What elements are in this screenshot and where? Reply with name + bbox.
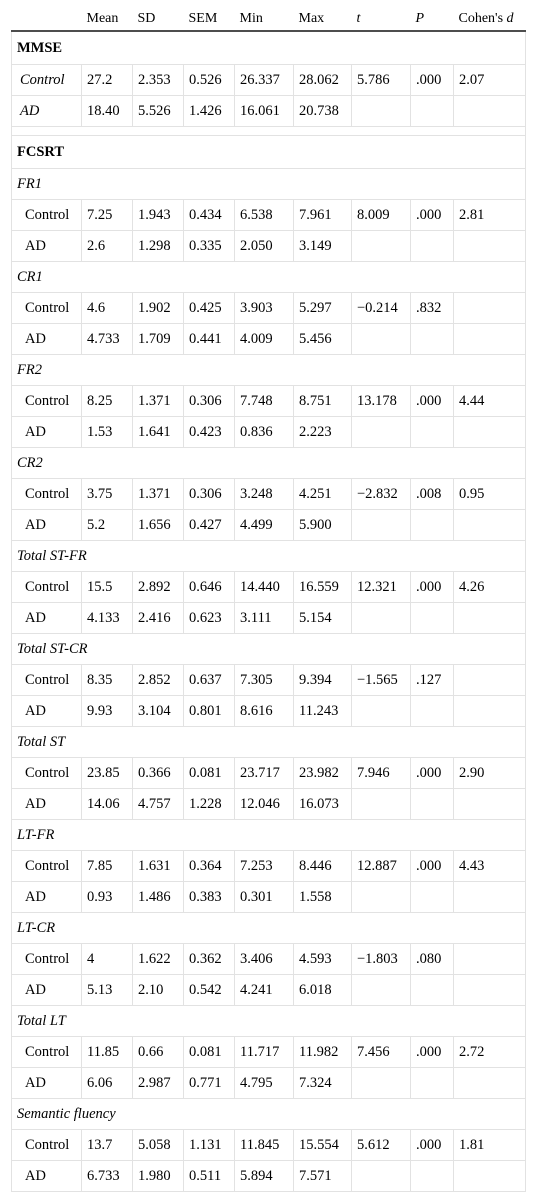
cell-t — [352, 510, 411, 541]
cell-t: 13.178 — [352, 386, 411, 417]
row-label: Control — [12, 665, 82, 696]
cell-sd: 2.10 — [133, 975, 184, 1006]
row-label: AD — [12, 231, 82, 262]
cell-cohens-d — [454, 603, 526, 634]
cell-max: 23.982 — [294, 758, 352, 789]
table-row — [12, 293, 526, 324]
cell-mean: 15.5 — [82, 572, 133, 603]
cell-p — [411, 882, 454, 913]
cell-p — [411, 1161, 454, 1192]
cell-t — [352, 882, 411, 913]
cell-cohens-d — [454, 96, 526, 127]
cell-min: 3.903 — [235, 293, 294, 324]
table-row — [12, 603, 526, 634]
cell-p: .000 — [411, 200, 454, 231]
group-title-label: LT-FR — [12, 820, 526, 851]
cell-p: .127 — [411, 665, 454, 696]
cell-max: 3.149 — [294, 231, 352, 262]
cell-sd: 2.852 — [133, 665, 184, 696]
cell-cohens-d: 4.26 — [454, 572, 526, 603]
row-label: AD — [12, 882, 82, 913]
col-header-max: Max — [294, 8, 352, 31]
cell-mean: 4.133 — [82, 603, 133, 634]
cell-max: 5.900 — [294, 510, 352, 541]
cell-mean: 13.7 — [82, 1130, 133, 1161]
group-title-label: Semantic fluency — [12, 1099, 526, 1130]
cell-p: .000 — [411, 65, 454, 96]
cell-t: 7.946 — [352, 758, 411, 789]
cell-t: −2.832 — [352, 479, 411, 510]
table-row — [12, 65, 526, 96]
group-title-label: Total ST — [12, 727, 526, 758]
cell-cohens-d — [454, 1161, 526, 1192]
cell-mean: 9.93 — [82, 696, 133, 727]
cell-max: 11.243 — [294, 696, 352, 727]
section-title — [12, 136, 526, 169]
cell-mean: 7.25 — [82, 200, 133, 231]
cell-sd: 2.987 — [133, 1068, 184, 1099]
cell-t — [352, 696, 411, 727]
cell-min: 5.894 — [235, 1161, 294, 1192]
cell-min: 8.616 — [235, 696, 294, 727]
cell-max: 20.738 — [294, 96, 352, 127]
row-label: Control — [12, 479, 82, 510]
col-header-min: Min — [235, 8, 294, 31]
cell-sem: 0.306 — [184, 386, 235, 417]
group-title — [12, 820, 526, 851]
cell-sem: 0.623 — [184, 603, 235, 634]
cell-max: 15.554 — [294, 1130, 352, 1161]
group-title — [12, 169, 526, 200]
cohens-d-italic: d — [506, 11, 514, 26]
cell-cohens-d — [454, 417, 526, 448]
group-title-label: CR1 — [12, 262, 526, 293]
col-header-mean: Mean — [82, 8, 133, 31]
cell-max: 16.073 — [294, 789, 352, 820]
cell-p — [411, 510, 454, 541]
cell-sem: 0.511 — [184, 1161, 235, 1192]
group-title — [12, 355, 526, 386]
section-spacer — [12, 127, 526, 136]
cell-sd: 2.416 — [133, 603, 184, 634]
cell-min: 2.050 — [235, 231, 294, 262]
cell-max: 7.324 — [294, 1068, 352, 1099]
table-row — [12, 417, 526, 448]
group-title — [12, 634, 526, 665]
cell-sem: 0.542 — [184, 975, 235, 1006]
cell-min: 4.009 — [235, 324, 294, 355]
row-label: Control — [12, 1130, 82, 1161]
row-label: AD — [12, 96, 82, 127]
cell-p — [411, 696, 454, 727]
row-label: AD — [12, 417, 82, 448]
cell-cohens-d — [454, 882, 526, 913]
cell-min: 6.538 — [235, 200, 294, 231]
cell-min: 0.301 — [235, 882, 294, 913]
cell-sd: 2.353 — [133, 65, 184, 96]
cell-mean: 11.85 — [82, 1037, 133, 1068]
col-header-sem: SEM — [184, 8, 235, 31]
row-label: Control — [12, 293, 82, 324]
cell-t: −0.214 — [352, 293, 411, 324]
cell-sd: 1.943 — [133, 200, 184, 231]
table-row — [12, 510, 526, 541]
cell-p: .832 — [411, 293, 454, 324]
cell-min: 14.440 — [235, 572, 294, 603]
cell-mean: 4 — [82, 944, 133, 975]
cell-max: 5.456 — [294, 324, 352, 355]
cell-p: .080 — [411, 944, 454, 975]
cell-sem: 0.771 — [184, 1068, 235, 1099]
cell-mean: 8.35 — [82, 665, 133, 696]
cell-p — [411, 96, 454, 127]
group-title — [12, 913, 526, 944]
cell-max: 1.558 — [294, 882, 352, 913]
col-header-sd: SD — [133, 8, 184, 31]
col-header-t: t — [352, 8, 411, 31]
cell-cohens-d — [454, 944, 526, 975]
row-label: AD — [12, 324, 82, 355]
row-label: AD — [12, 1068, 82, 1099]
cell-p: .000 — [411, 572, 454, 603]
cell-p: .000 — [411, 851, 454, 882]
cell-cohens-d: 0.95 — [454, 479, 526, 510]
group-title — [12, 1099, 526, 1130]
cell-sd: 1.980 — [133, 1161, 184, 1192]
cell-t: 7.456 — [352, 1037, 411, 1068]
cell-mean: 6.733 — [82, 1161, 133, 1192]
cell-mean: 2.6 — [82, 231, 133, 262]
cell-t: 5.612 — [352, 1130, 411, 1161]
cell-sd: 1.371 — [133, 386, 184, 417]
cell-sem: 0.526 — [184, 65, 235, 96]
table-row — [12, 789, 526, 820]
cell-max: 4.251 — [294, 479, 352, 510]
group-title-label: CR2 — [12, 448, 526, 479]
cell-sem: 0.335 — [184, 231, 235, 262]
cell-cohens-d — [454, 975, 526, 1006]
row-label: Control — [12, 851, 82, 882]
table-row — [12, 386, 526, 417]
cell-mean: 1.53 — [82, 417, 133, 448]
cell-sd: 1.902 — [133, 293, 184, 324]
row-label: AD — [12, 696, 82, 727]
cell-max: 9.394 — [294, 665, 352, 696]
section-spacer-label — [12, 127, 526, 136]
cell-cohens-d — [454, 324, 526, 355]
cell-min: 16.061 — [235, 96, 294, 127]
cell-max: 28.062 — [294, 65, 352, 96]
group-title — [12, 262, 526, 293]
cell-sem: 1.426 — [184, 96, 235, 127]
table-row — [12, 200, 526, 231]
table-row — [12, 944, 526, 975]
row-label: AD — [12, 975, 82, 1006]
row-label: AD — [12, 789, 82, 820]
cell-sem: 0.425 — [184, 293, 235, 324]
cell-sem: 0.427 — [184, 510, 235, 541]
group-title-label: LT-CR — [12, 913, 526, 944]
table-row — [12, 1068, 526, 1099]
table-row — [12, 1130, 526, 1161]
cell-sem: 0.306 — [184, 479, 235, 510]
cell-sd: 1.298 — [133, 231, 184, 262]
cell-min: 7.748 — [235, 386, 294, 417]
cell-sd: 2.892 — [133, 572, 184, 603]
cell-p: .000 — [411, 758, 454, 789]
cell-t — [352, 417, 411, 448]
row-label: AD — [12, 510, 82, 541]
section-title — [12, 31, 526, 65]
table-row — [12, 665, 526, 696]
cell-min: 4.241 — [235, 975, 294, 1006]
cell-sd: 0.66 — [133, 1037, 184, 1068]
cell-cohens-d: 2.07 — [454, 65, 526, 96]
cell-min: 12.046 — [235, 789, 294, 820]
row-label: Control — [12, 65, 82, 96]
cell-p: .000 — [411, 1037, 454, 1068]
table-row — [12, 479, 526, 510]
cell-t — [352, 324, 411, 355]
cohens-d-text: Cohen's d — [458, 11, 514, 26]
cell-p — [411, 603, 454, 634]
group-title — [12, 1006, 526, 1037]
cell-mean: 27.2 — [82, 65, 133, 96]
cell-sem: 0.434 — [184, 200, 235, 231]
row-label: Control — [12, 758, 82, 789]
cell-t: 12.887 — [352, 851, 411, 882]
cell-sd: 4.757 — [133, 789, 184, 820]
row-label: Control — [12, 572, 82, 603]
cell-sd: 1.631 — [133, 851, 184, 882]
table-row — [12, 1037, 526, 1068]
cell-t — [352, 789, 411, 820]
row-label: Control — [12, 944, 82, 975]
cell-t: −1.803 — [352, 944, 411, 975]
cell-cohens-d — [454, 696, 526, 727]
cell-max: 2.223 — [294, 417, 352, 448]
cell-min: 3.111 — [235, 603, 294, 634]
cell-sem: 0.364 — [184, 851, 235, 882]
table-row — [12, 975, 526, 1006]
section-title-label: MMSE — [12, 31, 526, 65]
table-container — [11, 8, 525, 1192]
group-title-label: Total ST-FR — [12, 541, 526, 572]
table-row — [12, 851, 526, 882]
table-row — [12, 1161, 526, 1192]
header-row — [12, 8, 526, 31]
col-header-p: P — [411, 8, 454, 31]
cell-t: −1.565 — [352, 665, 411, 696]
cell-p: .000 — [411, 386, 454, 417]
cell-sem: 0.637 — [184, 665, 235, 696]
cell-min: 7.253 — [235, 851, 294, 882]
cell-max: 16.559 — [294, 572, 352, 603]
cell-mean: 18.40 — [82, 96, 133, 127]
cell-cohens-d: 1.81 — [454, 1130, 526, 1161]
cell-cohens-d — [454, 293, 526, 324]
cell-p — [411, 789, 454, 820]
cell-min: 11.717 — [235, 1037, 294, 1068]
cell-t: 12.321 — [352, 572, 411, 603]
cell-sd: 5.058 — [133, 1130, 184, 1161]
cell-mean: 5.13 — [82, 975, 133, 1006]
cell-p — [411, 975, 454, 1006]
cell-max: 11.982 — [294, 1037, 352, 1068]
row-label: Control — [12, 1037, 82, 1068]
cell-max: 6.018 — [294, 975, 352, 1006]
cell-sem: 0.801 — [184, 696, 235, 727]
cell-max: 7.571 — [294, 1161, 352, 1192]
cell-max: 7.961 — [294, 200, 352, 231]
cell-min: 4.795 — [235, 1068, 294, 1099]
cell-t — [352, 603, 411, 634]
section-title-label: FCSRT — [12, 136, 526, 169]
cell-t — [352, 975, 411, 1006]
cell-min: 0.836 — [235, 417, 294, 448]
cell-p: .008 — [411, 479, 454, 510]
cell-p — [411, 324, 454, 355]
cell-sem: 1.131 — [184, 1130, 235, 1161]
cell-cohens-d: 4.43 — [454, 851, 526, 882]
group-title-label: Total ST-CR — [12, 634, 526, 665]
cell-sd: 1.656 — [133, 510, 184, 541]
cell-sd: 1.622 — [133, 944, 184, 975]
cell-mean: 8.25 — [82, 386, 133, 417]
cell-mean: 6.06 — [82, 1068, 133, 1099]
table-row — [12, 231, 526, 262]
cell-sd: 3.104 — [133, 696, 184, 727]
cell-mean: 7.85 — [82, 851, 133, 882]
group-title-label: FR2 — [12, 355, 526, 386]
row-label: Control — [12, 200, 82, 231]
cell-p — [411, 1068, 454, 1099]
cell-min: 3.248 — [235, 479, 294, 510]
row-label: AD — [12, 1161, 82, 1192]
group-title — [12, 727, 526, 758]
cell-min: 23.717 — [235, 758, 294, 789]
cell-p — [411, 417, 454, 448]
cell-sem: 0.423 — [184, 417, 235, 448]
table-row — [12, 324, 526, 355]
col-header-label — [12, 8, 82, 31]
table-row — [12, 572, 526, 603]
cell-mean: 4.6 — [82, 293, 133, 324]
cell-sd: 1.709 — [133, 324, 184, 355]
cell-t — [352, 96, 411, 127]
cell-cohens-d — [454, 665, 526, 696]
cell-sd: 1.486 — [133, 882, 184, 913]
cell-min: 26.337 — [235, 65, 294, 96]
group-title — [12, 541, 526, 572]
cell-sem: 1.228 — [184, 789, 235, 820]
cell-cohens-d — [454, 510, 526, 541]
table-row — [12, 696, 526, 727]
cell-t — [352, 231, 411, 262]
group-title-label: Total LT — [12, 1006, 526, 1037]
cell-sd: 5.526 — [133, 96, 184, 127]
group-title-label: FR1 — [12, 169, 526, 200]
cell-min: 7.305 — [235, 665, 294, 696]
cell-sem: 0.081 — [184, 1037, 235, 1068]
col-header-cohens-d — [454, 8, 526, 31]
cell-sem: 0.081 — [184, 758, 235, 789]
cell-max: 5.154 — [294, 603, 352, 634]
cell-sem: 0.383 — [184, 882, 235, 913]
cell-mean: 14.06 — [82, 789, 133, 820]
cell-mean: 5.2 — [82, 510, 133, 541]
cell-max: 8.751 — [294, 386, 352, 417]
cell-t — [352, 1161, 411, 1192]
cell-sem: 0.362 — [184, 944, 235, 975]
cell-t: 8.009 — [352, 200, 411, 231]
results-table — [11, 8, 526, 1192]
cell-max: 5.297 — [294, 293, 352, 324]
table-row — [12, 882, 526, 913]
cell-sd: 0.366 — [133, 758, 184, 789]
cell-cohens-d: 2.90 — [454, 758, 526, 789]
cell-mean: 3.75 — [82, 479, 133, 510]
cell-min: 11.845 — [235, 1130, 294, 1161]
table-row — [12, 758, 526, 789]
cell-mean: 23.85 — [82, 758, 133, 789]
cell-cohens-d — [454, 231, 526, 262]
cell-p: .000 — [411, 1130, 454, 1161]
cell-p — [411, 231, 454, 262]
cell-cohens-d: 2.72 — [454, 1037, 526, 1068]
cell-sd: 1.641 — [133, 417, 184, 448]
cell-min: 4.499 — [235, 510, 294, 541]
cell-cohens-d — [454, 789, 526, 820]
cell-min: 3.406 — [235, 944, 294, 975]
cell-t — [352, 1068, 411, 1099]
cell-mean: 0.93 — [82, 882, 133, 913]
row-label: AD — [12, 603, 82, 634]
cell-sd: 1.371 — [133, 479, 184, 510]
cell-cohens-d: 2.81 — [454, 200, 526, 231]
table-row — [12, 96, 526, 127]
row-label: Control — [12, 386, 82, 417]
cell-cohens-d: 4.44 — [454, 386, 526, 417]
cell-max: 4.593 — [294, 944, 352, 975]
cell-mean: 4.733 — [82, 324, 133, 355]
cell-max: 8.446 — [294, 851, 352, 882]
group-title — [12, 448, 526, 479]
cell-cohens-d — [454, 1068, 526, 1099]
cell-t: 5.786 — [352, 65, 411, 96]
table-body — [12, 31, 526, 1192]
cell-sem: 0.646 — [184, 572, 235, 603]
cell-sem: 0.441 — [184, 324, 235, 355]
